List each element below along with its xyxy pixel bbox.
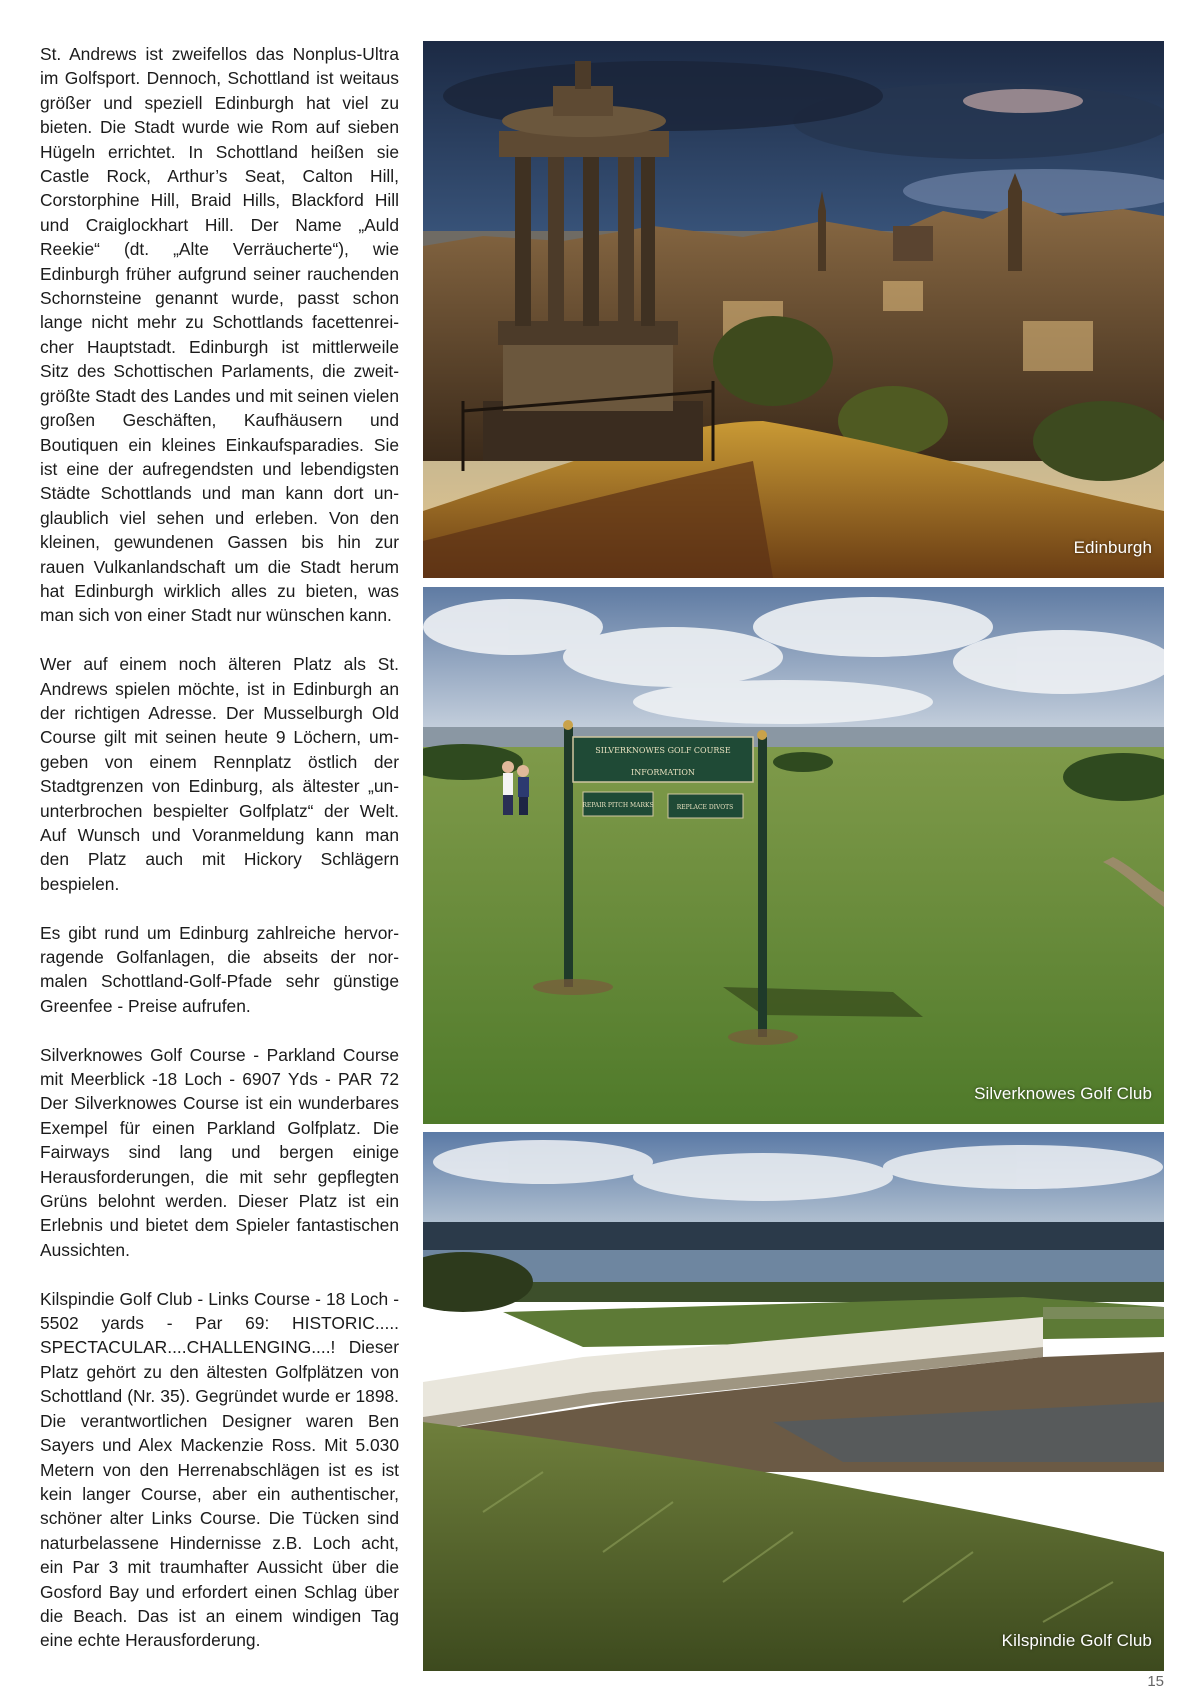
- photo-silverknowes: [423, 587, 1164, 1124]
- caption-edinburgh: Edinburgh: [1073, 538, 1152, 557]
- edinburgh-illustration: [423, 41, 1164, 578]
- silverknowes-illustration: [423, 587, 1164, 1124]
- article-text-column: [40, 42, 399, 1677]
- kilspindie-illustration: [423, 1132, 1164, 1671]
- sign-left-panel: REPAIR PITCH MARKS: [582, 802, 654, 809]
- paragraph-kilspindie: Kilspindie Golf Club - Links Course - 18 Loch - 5502 yards - Par 69: HISTORIC..... SPECTACULAR....CHALLENGING....! Dieser Platz gehört zu den ältesten Golfplätzen von Schottland (Nr. 35). Gegründet wurde er 1898. Die verantwortlichen Designer waren Ben Sayers und Alex Mackenzie Ross. Mit 5.030 Metern von den Herrenabschlägen ist es ist kein langer Course, aber ein authentischer, schöner alter Links Course. Die Tücken sind naturbelassene Hindernisse z.B. Loch acht, ein Par 3 mit traumhafter Aussicht über die Gosford Bay und erfordert einen Schlag über die Beach. Das ist an einem windigen Tag eine echte Herausforderung.: [40, 1288, 399, 1651]
- paragraph-silverknowes: Silverknowes Golf Course - Parkland Course mit Meerblick -18 Loch - 6907 Yds - PAR 72 Der Silverknowes Course ist ein wunderbares Exempel für einen Parkland Golfplatz. Die Fairways sind lang und bergen einige Herausforderungen, die mit sehr gepflegten Grüns belohnt werden. Dieser Platz ist ein Erlebnis und bietet dem Spieler fantastischen Aussichten.: [40, 1044, 399, 1260]
- caption-kilspindie: Kilspindie Golf Club: [1001, 1631, 1152, 1650]
- paragraph-golf-courses: Es gibt rund um Edinburg zahlreiche hervorragende Golfanlagen, die abseits der normalen Schottland-Golf-Pfade sehr günstige Greenfee - Preise aufrufen.: [40, 922, 399, 1016]
- photo-edinburgh: [423, 41, 1164, 578]
- paragraph-musselburgh: Wer auf einem noch älteren Platz als St. Andrews spielen möchte, ist in Edinburgh an der richtigen Adresse. Der Musselburgh Old Course gilt mit seinen heute 9 Löchern, umgeben von einem Rennplatz östlich der Stadtgrenzen von Edinburg, als ältester „ununterbrochen bespielter Golfplatz“ der Welt. Auf Wunsch und Voranmeldung kann man den Platz auch mit Hickory Schlägern bespielen.: [40, 654, 399, 894]
- sign-subtitle: INFORMATION: [631, 768, 695, 777]
- caption-silverknowes: Silverknowes Golf Club: [974, 1084, 1152, 1103]
- sign-right-panel: REPLACE DIVOTS: [676, 804, 734, 811]
- paragraph-edinburgh-intro: St. Andrews ist zweifellos das Nonplus-Ultra im Golfsport. Dennoch, Schottland ist weitaus größer und speziell Edinburgh hat viel zu bieten. Die Stadt wurde wie Rom auf sieben Hügeln errichtet. In Schottland heißen sie Castle Rock, Arthur’s Seat, Calton Hill, Corstorphine Hill, Braid Hills, Blackford Hill und Craiglockhart Hill. Der Name „Auld Reekie“ (dt. „Alte Verräucherte“), wie Edinburgh früher aufgrund seiner rauchenden Schornsteine genannt wurde, passt schon lange nicht mehr zu Schottlands facettenreicher Hauptstadt. Edinburgh ist mittlerweile Sitz des Schottischen Parlaments, die zweitgrößte Stadt des Landes und mit seinen vielen großen Geschäften, Kaufhäusern und Boutiquen ein kleines Einkaufsparadies. Sie ist eine der aufregendsten und lebendigsten Städte Schottlands und man kann dort unglaublich viel sehen und erleben. Von den kleinen, gewundenen Gassen bis hin zur rauen Vulkanlandschaft um die Stadt herum hat Edinburgh wirklich alles zu bieten, was man sich von einer Stadt nur wünschen kann.: [40, 44, 399, 626]
- page-number: 15: [1147, 1673, 1164, 1690]
- photo-kilspindie: [423, 1132, 1164, 1671]
- sign-title: SILVERKNOWES GOLF COURSE: [595, 746, 731, 755]
